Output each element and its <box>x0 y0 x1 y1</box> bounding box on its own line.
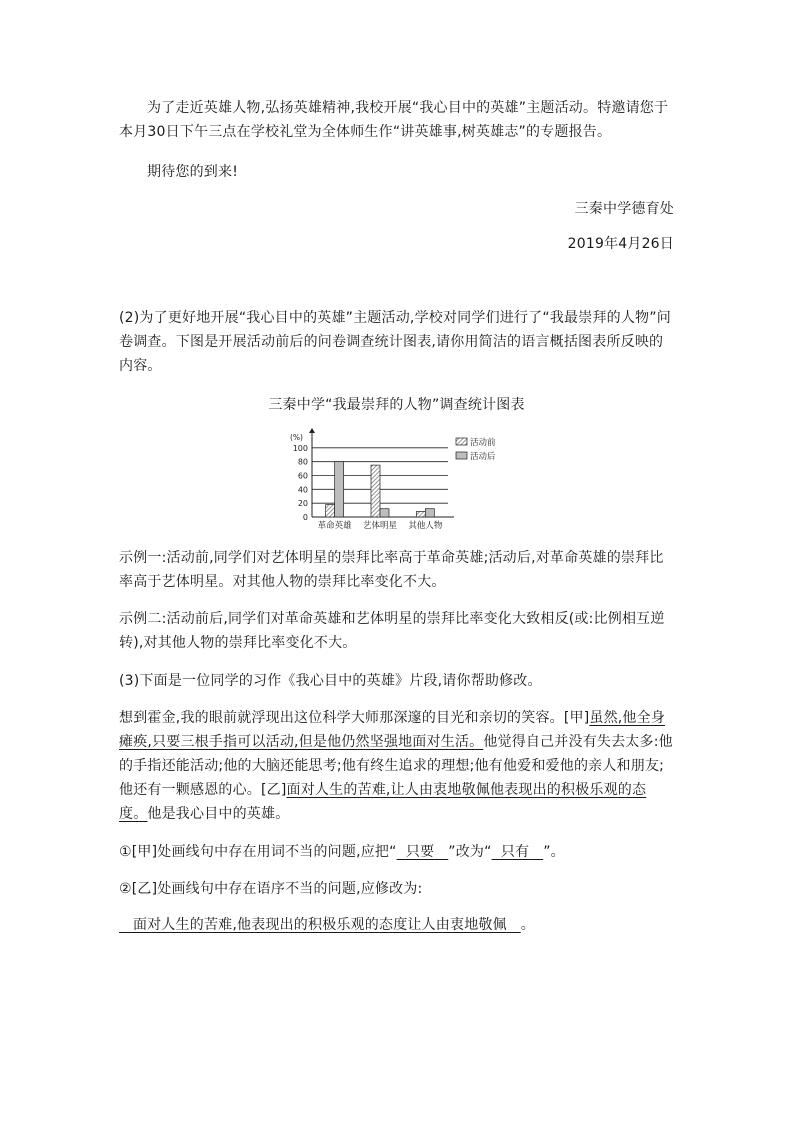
answer-1: 只要 <box>405 844 435 860</box>
x-tick-label: 其他人物 <box>408 521 443 531</box>
invitation-paragraph: 为了走近英雄人物,弘扬英雄精神,我校开展“我心目中的英雄”主题活动。特邀请您于本月30日下午三点在学校礼堂为全体师生作“讲英雄事,树英雄志”的专题报告。 <box>119 100 669 140</box>
sub1-text-post: ”。 <box>543 844 565 860</box>
letter-date: 2019年4月26日 <box>567 236 674 252</box>
question-2-prompt: (2)为了更好地开展“我心目中的英雄”主题活动,学校对同学们进行了“我最崇拜的人物”问卷调查。下图是开展活动前后的问卷调查统计图表,请你用简洁的语言概括图表所反映的内容。 <box>119 310 671 374</box>
bar-before <box>326 505 335 517</box>
legend-swatch <box>456 438 467 445</box>
closing-line: 期待您的到来! <box>147 164 239 180</box>
sender-name: 三秦中学德育处 <box>574 201 674 217</box>
example-two: 示例二:活动前后,同学们对革命英雄和艺体明星的崇拜比率变化大致相反(或:比例相互逆转),对其他人物的崇拜比率变化不大。 <box>119 611 665 651</box>
answer-blank-2 <box>492 844 544 860</box>
y-tick-label: 80 <box>297 457 308 467</box>
sub1-text-pre: ①[甲]处画线句中存在用词不当的问题,应把“ <box>119 844 397 860</box>
answer-blank-1 <box>397 844 449 860</box>
sub-question-2-answer-line <box>119 913 674 937</box>
passage-text-b: 他觉得自己并没有失去太多:他的手指还能活动;他的大脑还能思考;他有终生追求的理想;他有他爱和爱他的亲人和朋友;他还有一颗感恩的心。[乙] <box>119 734 673 798</box>
sub-question-2: ②[乙]处画线句中存在语序不当的问题,应修改为: <box>119 881 423 897</box>
bar-before <box>416 511 425 517</box>
answer-blank-3 <box>119 917 521 933</box>
answer-3: 面对人生的苦难,他表现出的积极乐观的态度让人由衷地敬佩 <box>132 917 507 933</box>
y-axis-label: (%) <box>290 433 303 442</box>
example-one: 示例一:活动前,同学们对艺体明星的崇拜比率高于革命英雄;活动后,对革命英雄的崇拜比率高于艺体明星。对其他人物的崇拜比率变化不大。 <box>119 550 664 590</box>
legend-swatch <box>456 452 467 459</box>
legend-label: 活动后 <box>470 452 496 462</box>
y-axis-arrow <box>309 428 315 433</box>
passage-text-c: 他是我心目中的英雄。 <box>147 806 290 822</box>
underlined-sentence-yi: 面对人生的苦难,让人由衷地敬佩他表现出的积极乐观的态度。 <box>119 782 647 822</box>
essay-passage <box>119 706 674 826</box>
bar-after <box>335 462 344 517</box>
x-tick-label: 革命英雄 <box>317 521 352 531</box>
y-tick-label: 40 <box>297 485 308 495</box>
underlined-sentence-jia: 虽然,他全身瘫痪,只要三根手指可以活动,但是他仍然坚强地面对生活。 <box>119 710 666 750</box>
bar-chart <box>282 428 522 536</box>
bar-after <box>425 509 434 517</box>
bar-after <box>380 509 389 517</box>
y-tick-label: 60 <box>297 471 308 481</box>
chart-title: 三秦中学“我最崇拜的人物”调查统计图表 <box>268 397 525 413</box>
question-3-prompt: (3)下面是一位同学的习作《我心目中的英雄》片段,请你帮助修改。 <box>119 673 542 689</box>
y-tick-label: 20 <box>297 499 308 509</box>
answer-2: 只有 <box>500 844 530 860</box>
answer-3-end: 。 <box>520 917 535 933</box>
bar-before <box>371 465 380 517</box>
legend-label: 活动前 <box>470 438 496 448</box>
passage-text-a: 想到霍金,我的眼前就浮现出这位科学大师那深邃的目光和亲切的笑容。[甲] <box>119 710 590 726</box>
y-tick-label: 100 <box>292 443 308 453</box>
sub-question-1 <box>119 840 674 864</box>
x-tick-label: 艺体明星 <box>362 521 398 531</box>
y-tick-label: 0 <box>302 513 308 522</box>
sub1-text-mid: ”改为“ <box>448 844 492 860</box>
